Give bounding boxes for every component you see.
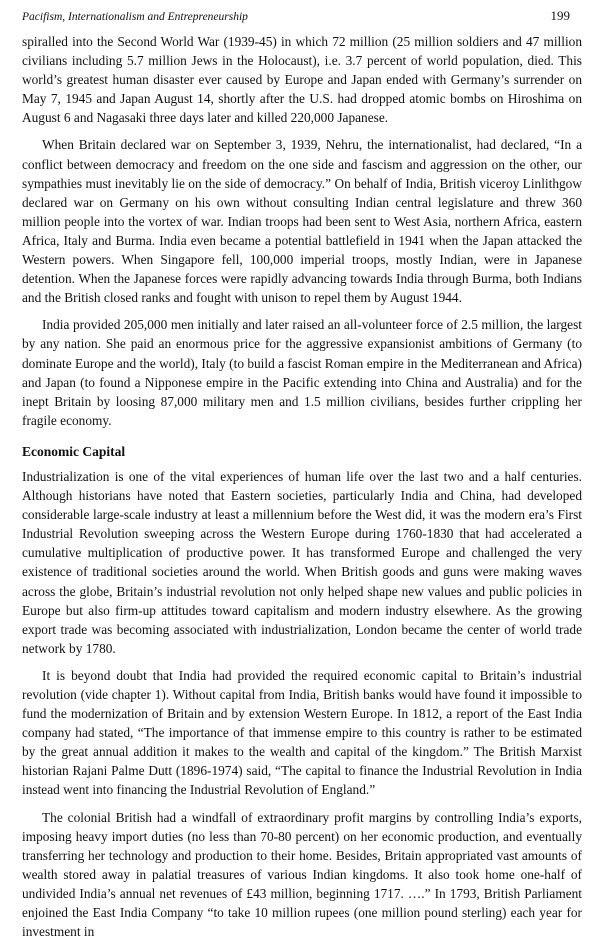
page-header [22,8,582,32]
body-text [22,32,582,941]
section-paragraph-1: Industrialization is one of the vital experiences of human life over the last two and a half centuries. Although historians have noted that Eastern societies, particularly India and China, had developed considerable large-scale industry at least a millennium before the West did, it was the modern era’s First Industrial Revolution sweeping across the Western Europe during 1760-1830 that had accelerated a cumulative multiplication of productive power. It has transformed Europe and challenged the very existence of traditional societies around the world. When British goods and guns were making waves across the globe, Britain’s industrial revolution not only helped shape new values and public policies in Europe but also firm-up attitudes toward capitalism and modern industry elsewhere. As the growing export trade was becoming associated with industrialization, London became the center of world trade network by 1780. [22,468,582,656]
paragraph-3: India provided 205,000 men initially and later raised an all-volunteer force of 2.5 million, the largest by any nation. She paid an enormous price for the aggressive expansionist ambitions of Germany (to dominate Europe and the world), Italy (to build a fascist Roman empire in the Mediterranean and Africa) and Japan (to found a Nipponese empire in the Pacific extending into China and Australia) and for the inept Britain by loosing 87,000 military men and 1.5 million civilians, besides further crippling her fragile economy. [22,317,582,428]
paragraph-2: When Britain declared war on September 3, 1939, Nehru, the internationalist, had declared, “In a conflict between democracy and freedom on the one side and fascism and aggression on the other, our sympathies must inevitably lie on the side of democracy.” On behalf of India, British viceroy Linlithgow declared war on Germany on his own without consulting Indian central legislature and threw 360 million people into the vortex of war. Indian troops had been sent to West Asia, northern Africa, eastern Africa, Italy and Burma. India even became a potential battlefield in 1941 when the Japan attacked the Western powers. When Singapore fell, 100,000 imperial troops, mostly Indian, were in Japanese detention. When the Japanese forces were rapidly advancing towards India through Burma, both Indians and the British closed ranks and fought with unison to repel them by August 1944. [22,137,582,306]
section-paragraph-2: It is beyond doubt that India had provided the required economic capital to Britain’s industrial revolution (vide chapter 1). Without capital from India, British banks would have found it impossible to fund the modernization of Britain and by extension Western Europe. In 1812, a report of the East India company had stated, “The importance of that immense empire to this country is rather to be estimated by the great annual addition it makes to the wealth and capital of the kingdom.” The British Marxist historian Rajani Palme Dutt (1896-1974) said, “The capital to finance the Industrial Revolution in India instead went into financing the Industrial Revolution of England.” [22,667,582,798]
section-heading: Economic Capital [22,443,126,459]
running-title: Pacifism, Internationalism and Entrepreneurship [22,11,248,23]
section-paragraph-3: The colonial British had a windfall of extraordinary profit margins by controlling India’s exports, imposing heavy import duties (no less than 70-80 percent) on her economic production, and eventually transferring her technology and production to their home. Besides, Britain appropriated vast amounts of wealth stored away in palatial treasures of various Indian kingdoms. It also took home one-half of undivided India’s annual net revenues of £43 million, beginning 1717. ….” In 1793, British Parliament enjoined the East India Company “to take 10 million rupees (one million pound sterling) each year for investment in [22,809,582,940]
paragraph-1: spiralled into the Second World War (1939-45) in which 72 million (25 million soldiers and 47 million civilians including 5.7 million Jews in the Holocaust), i.e. 3.7 percent of world population, died. This world’s greatest human disaster ever caused by Europe and Japan ended with Germany’s surrender on May 7, 1945 and Japan August 14, shortly after the U.S. had dropped atomic bombs on Hiroshima on August 6 and Nagasaki three days later and killed 220,000 Japanese. [22,34,582,126]
page-number: 199 [550,8,570,23]
